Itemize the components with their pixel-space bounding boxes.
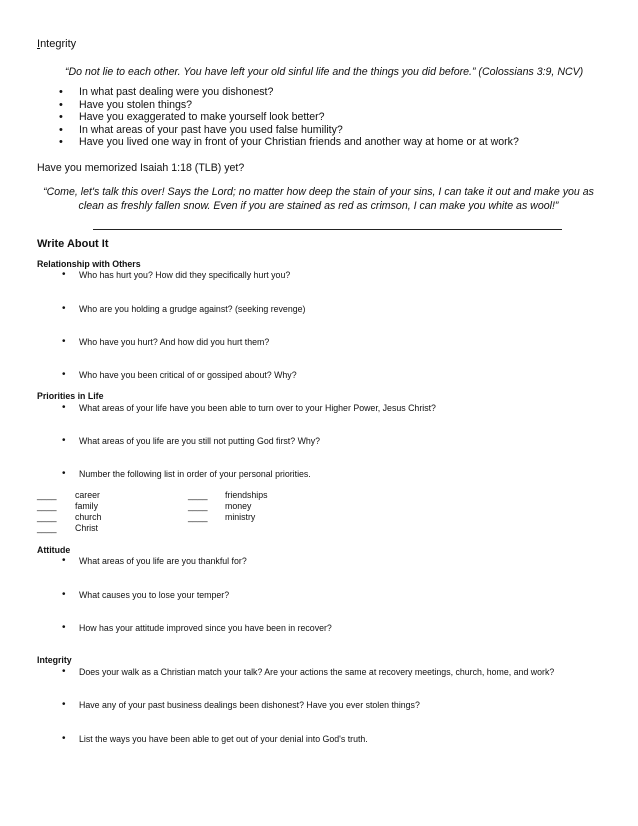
priority-item-career: career	[75, 490, 100, 500]
question-integrity-1: • Does your walk as a Christian match your talk? Are your actions the same at recovery meetings, church, home, and work?	[62, 666, 555, 677]
bullet-icon: •	[62, 435, 66, 446]
list-item: • In what areas of your past have you used false humility?	[43, 124, 519, 137]
priority-item-ministry: ministry	[225, 512, 256, 522]
priority-item-christ: Christ	[75, 523, 98, 533]
list-item: • In what past dealing were you dishonest?	[43, 86, 519, 99]
isaiah-quote-line-2: clean as freshly fallen snow. Even if you are stained as red as crimson, I can make you white as wool!”	[78, 199, 559, 212]
priority-blank[interactable]: ____	[188, 512, 208, 522]
integrity-title-rest: ntegrity	[40, 38, 77, 50]
memorized-question: Have you memorized Isaiah 1:18 (TLB) yet?	[37, 162, 245, 174]
priority-blank[interactable]: ____	[188, 490, 208, 500]
section-title-attitude: Attitude	[37, 545, 71, 555]
integrity-title-initial: I	[37, 38, 41, 50]
priority-item-money: money	[225, 501, 252, 511]
bullet-icon: •	[62, 699, 66, 710]
question-integrity-2: • Have any of your past business dealings been dishonest? Have you ever stolen things?	[62, 699, 420, 710]
question-attitude-2: • What causes you to lose your temper?	[62, 589, 230, 600]
isaiah-quote-line-1: “Come, let's talk this over! Says the Lord; no matter how deep the stain of your sins, I can take it out and make you as	[43, 186, 594, 198]
priority-blank[interactable]: ____	[37, 523, 57, 533]
section-title-relationships: Relationship with Others	[37, 259, 141, 269]
write-about-heading: Write About It	[37, 238, 109, 250]
priority-item-family: family	[75, 501, 98, 511]
priority-blank[interactable]: ____	[188, 501, 208, 511]
bullet-icon: •	[62, 468, 66, 479]
colossians-quote: “Do not lie to each other. You have left your old sinful life and the things you did before.” (Colossians 3:9, NCV)	[65, 66, 584, 78]
question-attitude-3: • How has your attitude improved since you have been in recover?	[62, 622, 332, 633]
question-relationships-1: • Who has hurt you? How did they specifically hurt you?	[62, 269, 291, 280]
priority-blank[interactable]: ____	[37, 490, 57, 500]
bullet-icon: •	[62, 666, 66, 677]
question-relationships-4: • Who have you been critical of or gossiped about? Why?	[62, 369, 297, 380]
question-relationships-2: • Who are you holding a grudge against? (seeking revenge)	[62, 303, 306, 314]
list-item: • Have you exaggerated to make yourself look better?	[43, 111, 519, 124]
question-integrity-3: • List the ways you have been able to get out of your denial into God's truth.	[62, 733, 368, 744]
bullet-icon: •	[62, 622, 66, 633]
bullet-icon: •	[62, 402, 66, 413]
isaiah-quote	[37, 186, 600, 213]
bullet-icon: •	[62, 733, 66, 744]
priority-blank[interactable]: ____	[37, 501, 57, 511]
question-priorities-1: • What areas of your life have you been able to turn over to your Higher Power, Jesus Christ?	[62, 402, 436, 413]
bullet-icon: •	[62, 303, 66, 314]
bullet-icon: •	[62, 336, 66, 347]
bullet-icon: •	[62, 369, 66, 380]
bullet-icon: •	[62, 269, 66, 280]
question-priorities-2: • What areas of you life are you still not putting God first? Why?	[62, 435, 321, 446]
section-title-priorities: Priorities in Life	[37, 391, 104, 401]
priority-item-friendships: friendships	[225, 490, 268, 500]
question-priorities-3: • Number the following list in order of your personal priorities.	[62, 468, 311, 479]
integrity-bullet-list	[43, 86, 519, 149]
priority-item-church: church	[75, 512, 102, 522]
list-item: • Have you lived one way in front of your Christian friends and another way at home or at work?	[43, 136, 519, 149]
list-item: • Have you stolen things?	[43, 99, 519, 112]
divider-rule	[93, 229, 562, 230]
priority-blank[interactable]: ____	[37, 512, 57, 522]
integrity-title	[37, 38, 76, 50]
bullet-icon: •	[62, 589, 66, 600]
question-attitude-1: • What areas of you life are you thankful for?	[62, 555, 247, 566]
bullet-icon: •	[62, 555, 66, 566]
section-title-integrity: Integrity	[37, 655, 72, 665]
question-relationships-3: • Who have you hurt? And how did you hurt them?	[62, 336, 270, 347]
